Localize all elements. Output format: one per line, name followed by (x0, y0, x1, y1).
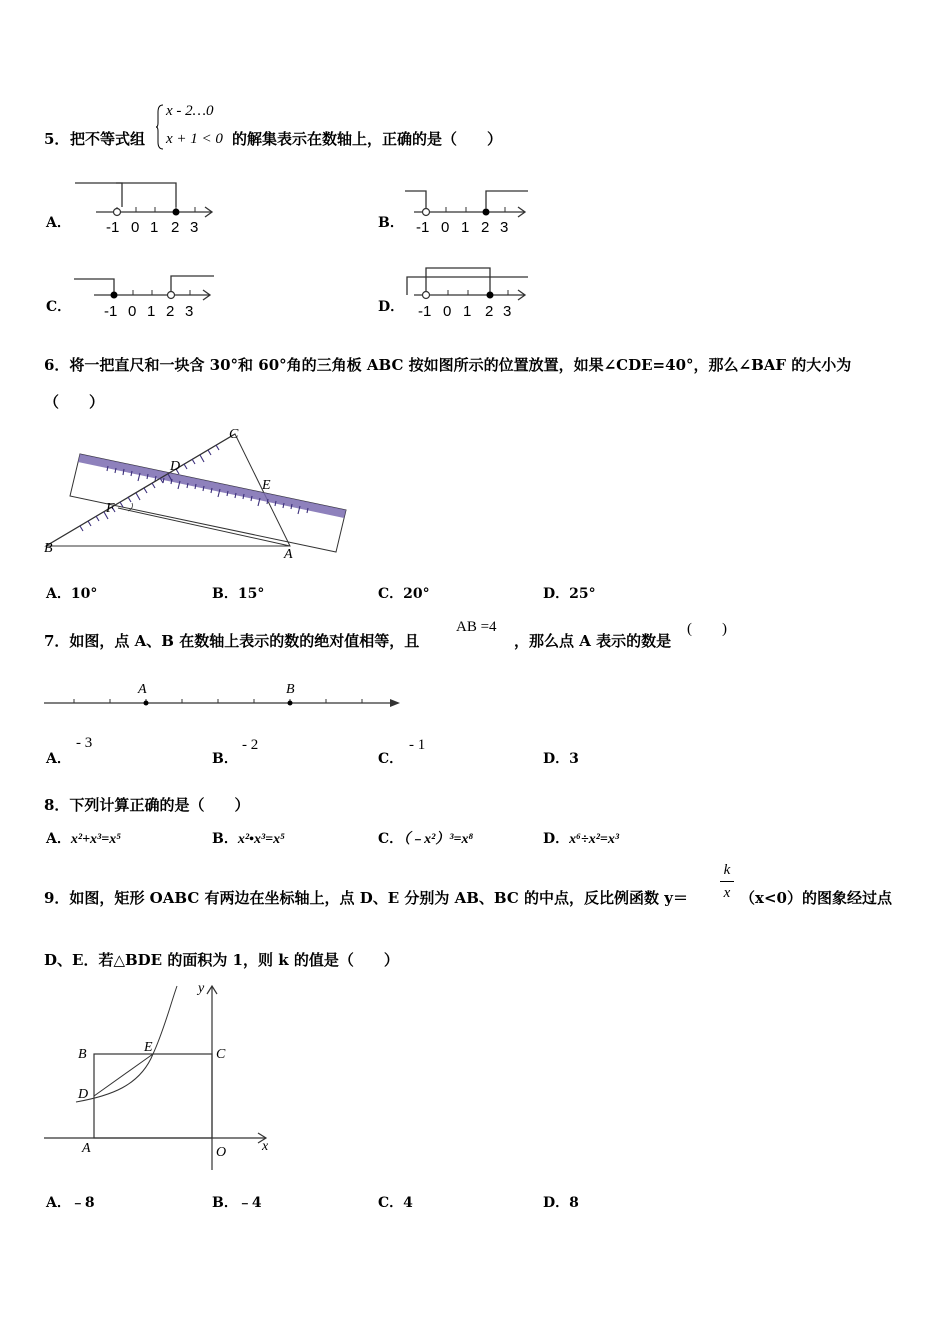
q9-option-b[interactable]: B．﹣4 (212, 1195, 262, 1211)
tick-label: 1 (463, 303, 472, 320)
tick-label: 1 (461, 219, 470, 236)
label-e: E (262, 478, 271, 493)
tick-label: 0 (443, 303, 452, 320)
segment-af (118, 508, 290, 546)
q7-option-b-value[interactable]: - 2 (242, 737, 259, 753)
arrow-icon (390, 699, 400, 707)
point-a (144, 701, 149, 706)
q9-question-line2: D、E．若△BDE 的面积为 1，则 k 的值是（ ） (44, 951, 399, 969)
q9-question-line1-suffix: （x<0）的图象经过点 (740, 889, 892, 907)
fraction-numerator: k (723, 862, 731, 878)
q9-fraction-k-over-x (720, 861, 734, 902)
fraction-denominator: x (723, 885, 731, 901)
q5-option-d-numberline[interactable] (400, 262, 540, 324)
q7-option-c-letter[interactable]: C． (378, 751, 404, 767)
tick-label: 3 (503, 303, 512, 320)
q6-ruler-triangle-figure (40, 422, 360, 566)
label-d: D (78, 1087, 89, 1102)
angle-arc (128, 503, 133, 511)
tick-label: 0 (441, 219, 450, 236)
q5-option-b-letter[interactable]: B． (378, 215, 404, 231)
solution-bracket-left (75, 183, 122, 207)
solid-point (173, 209, 180, 216)
open-point (114, 209, 121, 216)
label-e: E (144, 1040, 153, 1055)
hyperbola-curve (76, 986, 177, 1102)
q5-ineq2: x + 1 < 0 (166, 131, 223, 147)
q5-option-d-letter[interactable]: D． (378, 299, 405, 315)
q8-option-b[interactable]: B．x²•x³=x⁵ (212, 831, 285, 847)
label-b: B (78, 1047, 87, 1062)
q5-suffix: 的解集表示在数轴上，正确的是（ ） (232, 130, 503, 148)
point-b (288, 701, 293, 706)
q7-option-a-letter[interactable]: A． (46, 751, 71, 767)
tick-label: 0 (128, 303, 137, 320)
solution-bracket-right (171, 276, 214, 295)
q5-option-c-letter[interactable]: C． (46, 299, 72, 315)
tick-label: 3 (190, 219, 199, 236)
rectangle-oabc (94, 1054, 212, 1138)
q7-ab-expression: AB =4 (456, 619, 497, 635)
tick-label: 1 (147, 303, 156, 320)
q6-option-c[interactable]: C．20° (378, 586, 430, 602)
q5-option-a-letter[interactable]: A． (46, 215, 71, 231)
q9-question-line1: 9．如图，矩形 OABC 有两边在坐标轴上，点 D、E 分别为 AB、BC 的中点，反比例函数 y＝ (44, 889, 688, 907)
label-c: C (216, 1047, 226, 1062)
label-y: y (198, 981, 205, 996)
label-a: A (284, 547, 293, 562)
tick-label: 2 (171, 219, 180, 236)
triangle-hypotenuse (46, 434, 235, 546)
q7-option-b-letter[interactable]: B． (212, 751, 238, 767)
q8-option-c[interactable]: C．（﹣x²）³=x⁸ (378, 831, 474, 847)
q6-question-text: 6．将一把直尺和一块含 30°和 60°角的三角板 ABC 按如图所示的位置放置，如果∠CDE=40°，那么∠BAF 的大小为 (44, 356, 852, 374)
q6-option-a[interactable]: A．10° (46, 586, 98, 602)
q6-option-b[interactable]: B．15° (212, 586, 265, 602)
solution-bracket-left (74, 279, 114, 295)
tick-label: -1 (418, 303, 432, 320)
open-point (168, 292, 175, 299)
q5-number: 5． (44, 130, 70, 148)
label-d: D (170, 459, 181, 474)
fraction-bar (720, 881, 734, 882)
label-a: A (138, 682, 147, 697)
label-x: x (262, 1139, 269, 1154)
tick-label: 2 (166, 303, 175, 320)
q8-option-a[interactable]: A．x²+x³=x⁵ (46, 831, 122, 847)
q6-option-d[interactable]: D．25° (543, 586, 596, 602)
tick-label: 0 (131, 219, 140, 236)
label-b: B (44, 541, 53, 556)
q7-question-prefix: 7．如图，点 A、B 在数轴上表示的数的绝对值相等，且 (44, 632, 420, 650)
tick-label: 3 (500, 219, 509, 236)
label-b: B (286, 682, 295, 697)
label-c: C (229, 427, 239, 442)
label-f: F (106, 501, 115, 516)
q7-number-line (40, 680, 410, 720)
q7-question-paren: ( ) (687, 621, 727, 637)
label-o: O (216, 1145, 227, 1160)
q9-option-c[interactable]: C．4 (378, 1195, 413, 1211)
tick-label: 3 (185, 303, 194, 320)
open-point (423, 209, 430, 216)
q7-option-d[interactable]: D．3 (543, 751, 579, 767)
q8-question-text: 8．下列计算正确的是（ ） (44, 796, 250, 814)
q6-question-paren: （ ） (44, 393, 105, 411)
solid-point (111, 292, 118, 299)
open-point (423, 292, 430, 299)
tick-label: 1 (150, 219, 159, 236)
tick-label: 2 (481, 219, 490, 236)
q5-option-c-numberline[interactable] (70, 264, 220, 324)
q5-system-brace (156, 104, 164, 150)
solution-bracket-right (116, 183, 176, 207)
tick-label: -1 (104, 303, 118, 320)
q5-prefix: 把不等式组 (70, 130, 146, 148)
solution-bracket-right (486, 191, 528, 208)
q9-coordinate-figure (40, 978, 280, 1173)
solid-point (483, 209, 490, 216)
q7-option-c-value[interactable]: - 1 (409, 737, 426, 753)
solid-point (487, 292, 494, 299)
q9-option-a[interactable]: A．﹣8 (46, 1195, 95, 1211)
q7-question-suffix: ，那么点 A 表示的数是 (514, 632, 672, 650)
q7-option-a-value[interactable]: - 3 (76, 735, 93, 751)
q8-option-d[interactable]: D．x⁶÷x²=x³ (543, 831, 620, 847)
q9-option-d[interactable]: D．8 (543, 1195, 579, 1211)
tick-label: -1 (416, 219, 430, 236)
q5-ineq1: x - 2…0 (166, 103, 214, 119)
tick-label: -1 (106, 219, 120, 236)
q5-option-a-numberline[interactable] (70, 176, 220, 236)
label-a: A (82, 1141, 91, 1156)
solution-bracket-left (426, 268, 490, 295)
solution-bracket-left (405, 191, 426, 208)
segment-de (94, 1054, 153, 1096)
q5-option-b-numberline[interactable] (400, 176, 540, 236)
tick-label: 2 (485, 303, 494, 320)
